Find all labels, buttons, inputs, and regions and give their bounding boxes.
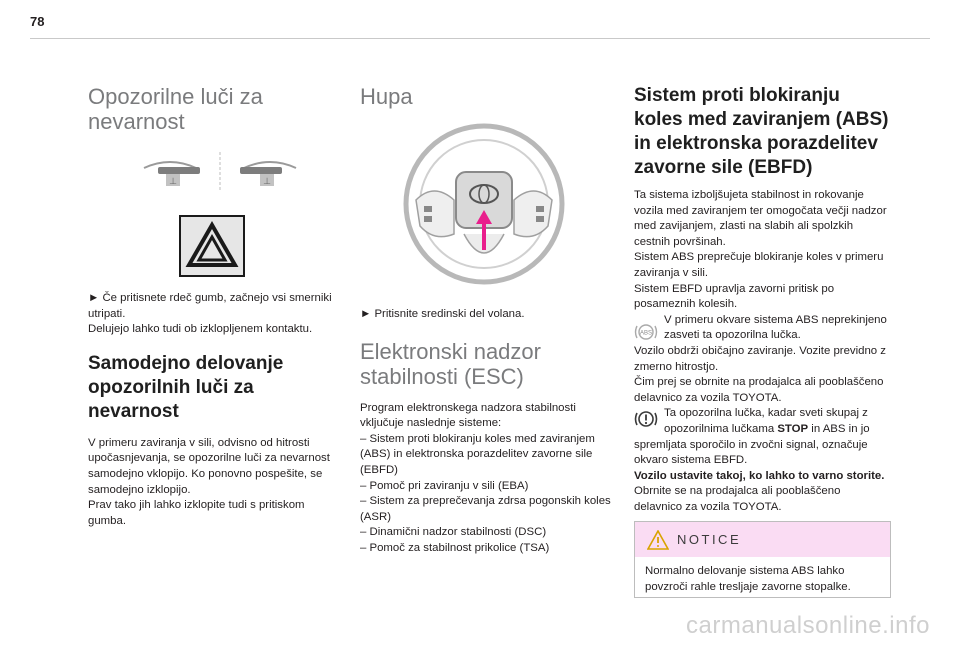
notice-text: Normalno delovanje sistema ABS lahko povzroči rahle tresljaje zavorne stopalke.	[645, 565, 851, 593]
section-title-esc: Elektronski nadzor stabilnosti (ESC)	[360, 338, 541, 389]
section-title-hazard: Opozorilne luči za nevarnost	[88, 84, 263, 134]
column-hazard-lights	[88, 84, 340, 529]
steering-wheel-horn-illustration	[394, 122, 574, 287]
horn-instruction: ► Pritisnite sredinski del volana.	[360, 308, 525, 320]
abs-p2: Sistem ABS preprečuje blokiranje koles v primeru zaviranja v sili.	[634, 251, 884, 279]
ebfd-p7b: STOP	[777, 422, 809, 435]
esc-item-2: – Pomoč pri zaviranju v sili (EBA)	[360, 479, 529, 492]
auto-hazard-body: V primeru zaviranja v sili, odvisno od hitrosti upočasnjevanja, se opozorilne luči za nevarnost samodejno vklopijo. Ko ponovno pospešite, se samodejno izklopijo.	[88, 436, 330, 496]
abs-p3: Sistem EBFD upravlja zavorni pritisk po posameznih kolesih.	[634, 282, 835, 311]
esc-item-3: – Sistem za preprečevanja zdrsa pogonskih koles (ASR)	[360, 495, 611, 523]
column-horn-esc	[360, 84, 612, 557]
ebfd-p7c: in ABS in jo spremljata sporočilo in zvočni signal, označuje okvaro sistema EBFD.	[634, 422, 870, 467]
abs-p1: Ta sistema izboljšujeta stabilnost in rokovanje vozila med zaviranjem ter omogočata večji nadzor med zavijanjem, zlasti na slabih ali spolzkih cestnih površinah.	[634, 189, 887, 248]
ebfd-stop-instruction: Vozilo ustavite takoj, ko lahko to varno storite.	[634, 469, 885, 482]
abs-icon-label: ABS	[639, 330, 653, 337]
abs-warning-block	[634, 313, 889, 344]
watermark: carmanualsonline.info	[686, 612, 930, 639]
abs-p4: V primeru okvare sistema ABS neprekinjeno zasveti ta opozorilna lučka.	[664, 313, 887, 342]
section-title-auto-hazard: Samodejno delovanje opozorilnih luči za nevarnost	[88, 352, 284, 422]
ebfd-p7a: Ta opozorilna lučka, kadar sveti skupaj z opozorilnima lučkama	[664, 407, 868, 435]
ebfd-p9: Obrnite se na prodajalca ali pooblaščeno delavnico za vozila TOYOTA.	[634, 485, 841, 513]
hazard-note: Delujejo lahko tudi ob izklopljenem kontaktu.	[88, 323, 313, 336]
page-number: 78	[30, 14, 45, 29]
ebfd-warning-block	[634, 406, 889, 468]
svg-text:⊥: ⊥	[263, 176, 271, 186]
esc-item-5: – Pomoč za stabilnost prikolice (TSA)	[360, 541, 550, 554]
column-abs-ebfd	[634, 84, 889, 515]
notice-box	[634, 521, 891, 598]
notice-title: NOTICE	[677, 532, 742, 547]
esc-item-4: – Dinamični nadzor stabilnosti (DSC)	[360, 526, 547, 539]
esc-intro: Program elektronskega nadzora stabilnosti vključuje naslednje sisteme:	[360, 401, 576, 430]
auto-hazard-body-2: Prav tako jih lahko izklopite tudi s pritiskom gumba.	[88, 499, 305, 527]
section-title-abs: Sistem proti blokiranju koles med zaviranjem (ABS) in elektronska porazdelitev zavorne sile (EBFD)	[634, 85, 889, 178]
abs-warning-light-icon	[634, 321, 658, 343]
brake-warning-light-icon	[634, 408, 658, 430]
notice-header	[635, 522, 890, 557]
header-divider	[30, 38, 930, 39]
abs-p5: Vozilo obdrži običajno zaviranje. Vozite previdno z zmerno hitrostjo.	[634, 344, 887, 373]
section-title-horn: Hupa	[360, 84, 413, 109]
warning-triangle-icon	[647, 530, 669, 550]
abs-p6: Čim prej se obrnite na prodajalca ali pooblaščeno delavnico za vozila TOYOTA.	[634, 376, 884, 404]
hazard-instruction: ► Če pritisnete rdeč gumb, začnejo vsi smerniki utripati.	[88, 292, 332, 320]
steering-wheels-illustration	[140, 152, 300, 196]
hazard-button-icon	[179, 215, 245, 277]
esc-item-1: – Sistem proti blokiranju koles med zaviranjem (ABS) in elektronska porazdelitev zavorne sile (EBFD)	[360, 432, 595, 476]
svg-text:⊥: ⊥	[169, 176, 177, 186]
